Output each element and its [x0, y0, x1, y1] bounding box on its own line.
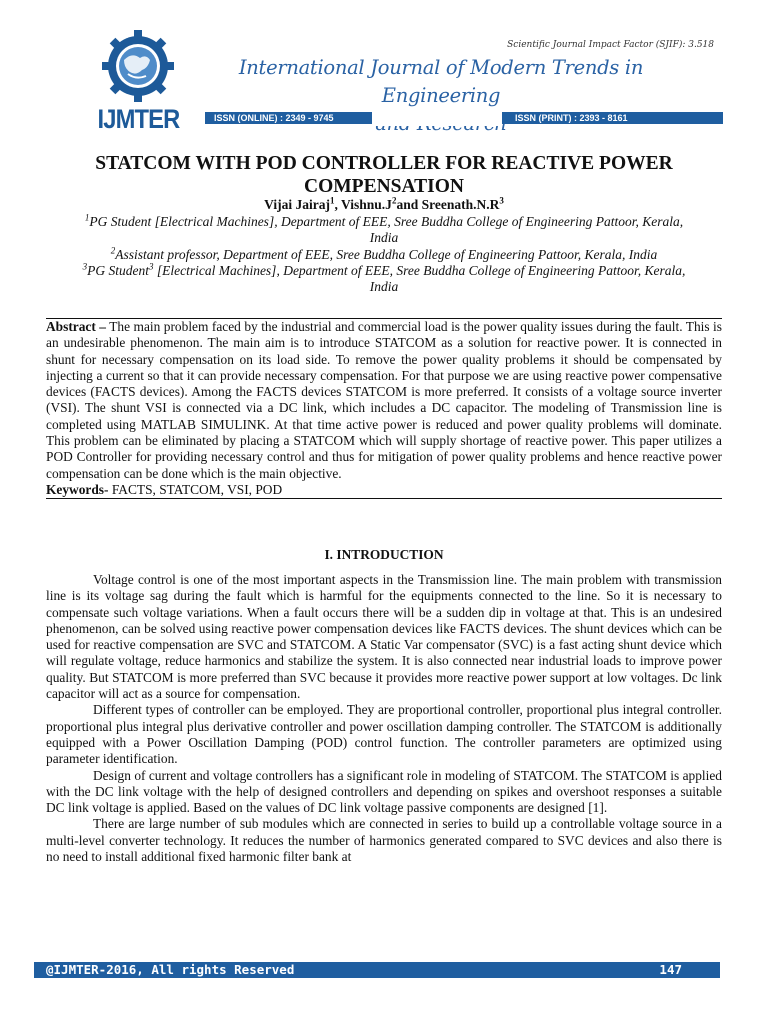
author-sup: 3 [499, 195, 504, 206]
issn-online: ISSN (ONLINE) : 2349 - 9745 [208, 112, 340, 124]
logo-text: IJMTER [97, 104, 180, 134]
journal-title-line1: International Journal of Modern Trends in Engineering [238, 56, 644, 107]
body-paragraph: Voltage control is one of the most important aspects in the Transmission line. The main problem with transmission line is its voltage sag during the fault which is harmful for the equipments connected to the line. So it is necessary to compensate such voltage variations. When a fault occurs there will be a sudden dip in voltage at that. This is an undesired phenomenon, can be solved using reactive power compensation devices like FACTS devices. The shunt devices which can be used for reactive compensation are SVC and STATCOM. A Static Var compensator (SVC) is a fast acting shunt device which will regulate voltage, reduce harmonics and stabilize the system. It is also connected near industrial loads to improve power quality. But STATCOM is more preferred than SVC because it provides more reactive power support at low voltages. Dc link capacitor will act as a source for compensation. [46, 572, 722, 702]
affiliations [80, 214, 688, 295]
affiliation [80, 263, 688, 296]
author-name: Vijai Jairaj [264, 197, 331, 212]
body-paragraph: There are large number of sub modules which are connected in series to build up a controllable voltage source in a multi-level converter technology. It reduces the number of harmonics generated compared to SVC devices and also there is no need to install additional fixed harmonic filter bank at [46, 816, 722, 865]
affiliation-sup: 3 [82, 261, 88, 272]
affiliation-sup: 1 [84, 212, 90, 223]
abstract-text: The main problem faced by the industrial and commercial load is the power quality issues during the fault. This is an undesirable phenomenon. The main aim is to introduce STATCOM as a solution for reactive power. It is connected in shunt for necessary compensation on its load side. To remove the power quality problems it should be compensated by injecting a current so that it can provide necessary compensation. For that purpose we are using reactive power compensative devices (FACTS devices). Among the FACTS devices STATCOM is more preferred. It consists of a voltage source inverter (VSI). The shunt VSI is connected via a DC link, which includes a DC capacitor. The modeling of Transmission line is completed using MATLAB SIMULINK. At that time active power is reduced and power quality problems will dominate. This problem can be eliminated by placing a STATCOM which will supply shortage of reactive power. This paper utilizes a POD Controller for providing necessary control and thus for mitigation of power quality problems and hence reactive power compensation can be done which is the main objective. [46, 319, 722, 481]
section-heading: I. INTRODUCTION [324, 547, 444, 562]
journal-logo [92, 30, 184, 134]
affiliation-text: PG Student [87, 262, 149, 278]
impact-factor: Scientific Journal Impact Factor (SJIF): 3.518 [507, 40, 714, 50]
affiliation-text: [Electrical Machines], Department of EEE, Sree Buddha College of Engineering Pattoor, Kerala, India [153, 262, 686, 295]
issn-bar-gap [372, 110, 502, 126]
copyright: @IJMTER-2016, All rights Reserved [46, 962, 295, 977]
abstract-label: Abstract – [46, 319, 106, 334]
affiliation-sup: 3 [148, 261, 154, 272]
author-name: , Vishnu.J [334, 197, 392, 212]
affiliation-text: Assistant professor, Department of EEE, Sree Buddha College of Engineering Pattoor, Kerala, India [115, 246, 658, 262]
affiliation [80, 214, 688, 247]
body-paragraph: Design of current and voltage controllers has a significant role in modeling of STATCOM. The STATCOM is applied with the DC link voltage with the help of designed controllers and depending on spikes and overshoot responses a suitable DC link voltage is applied. Based on the values of DC link voltage passive components are designed [1]. [46, 767, 722, 816]
keywords [46, 482, 722, 498]
author-list [48, 197, 720, 213]
keywords-text: FACTS, STATCOM, VSI, POD [108, 481, 283, 497]
author-sup: 2 [391, 195, 397, 206]
issn-print: ISSN (PRINT) : 2393 - 8161 [509, 112, 634, 124]
abstract [46, 319, 722, 482]
body-paragraph: Different types of controller can be employed. They are proportional controller, proportional plus integral controller. proportional plus integral plus derivative controller and power oscillation damping controller. The STATCOM is additionally equipped with a Power Oscillation Damping (POD) control function. The controller parameters are optimized using parameter identification. [46, 702, 722, 767]
affiliation [80, 247, 688, 263]
globe-gear-icon [102, 30, 174, 102]
affiliation-sup: 2 [110, 245, 116, 256]
author-sup: 1 [330, 195, 335, 206]
journal-header [0, 0, 768, 140]
page-number: 147 [659, 962, 682, 977]
keywords-label: Keywords- [46, 481, 109, 497]
paper-title: STATCOM WITH POD CONTROLLER FOR REACTIVE POWER COMPENSATION [95, 153, 673, 197]
author-name: and Sreenath.N.R [396, 197, 500, 212]
abstract-section [46, 318, 722, 499]
page-footer [34, 962, 720, 978]
affiliation-text: PG Student [Electrical Machines], Department of EEE, Sree Buddha College of Engineering Pattoor, Kerala, India [89, 214, 684, 246]
introduction-body [46, 572, 722, 865]
